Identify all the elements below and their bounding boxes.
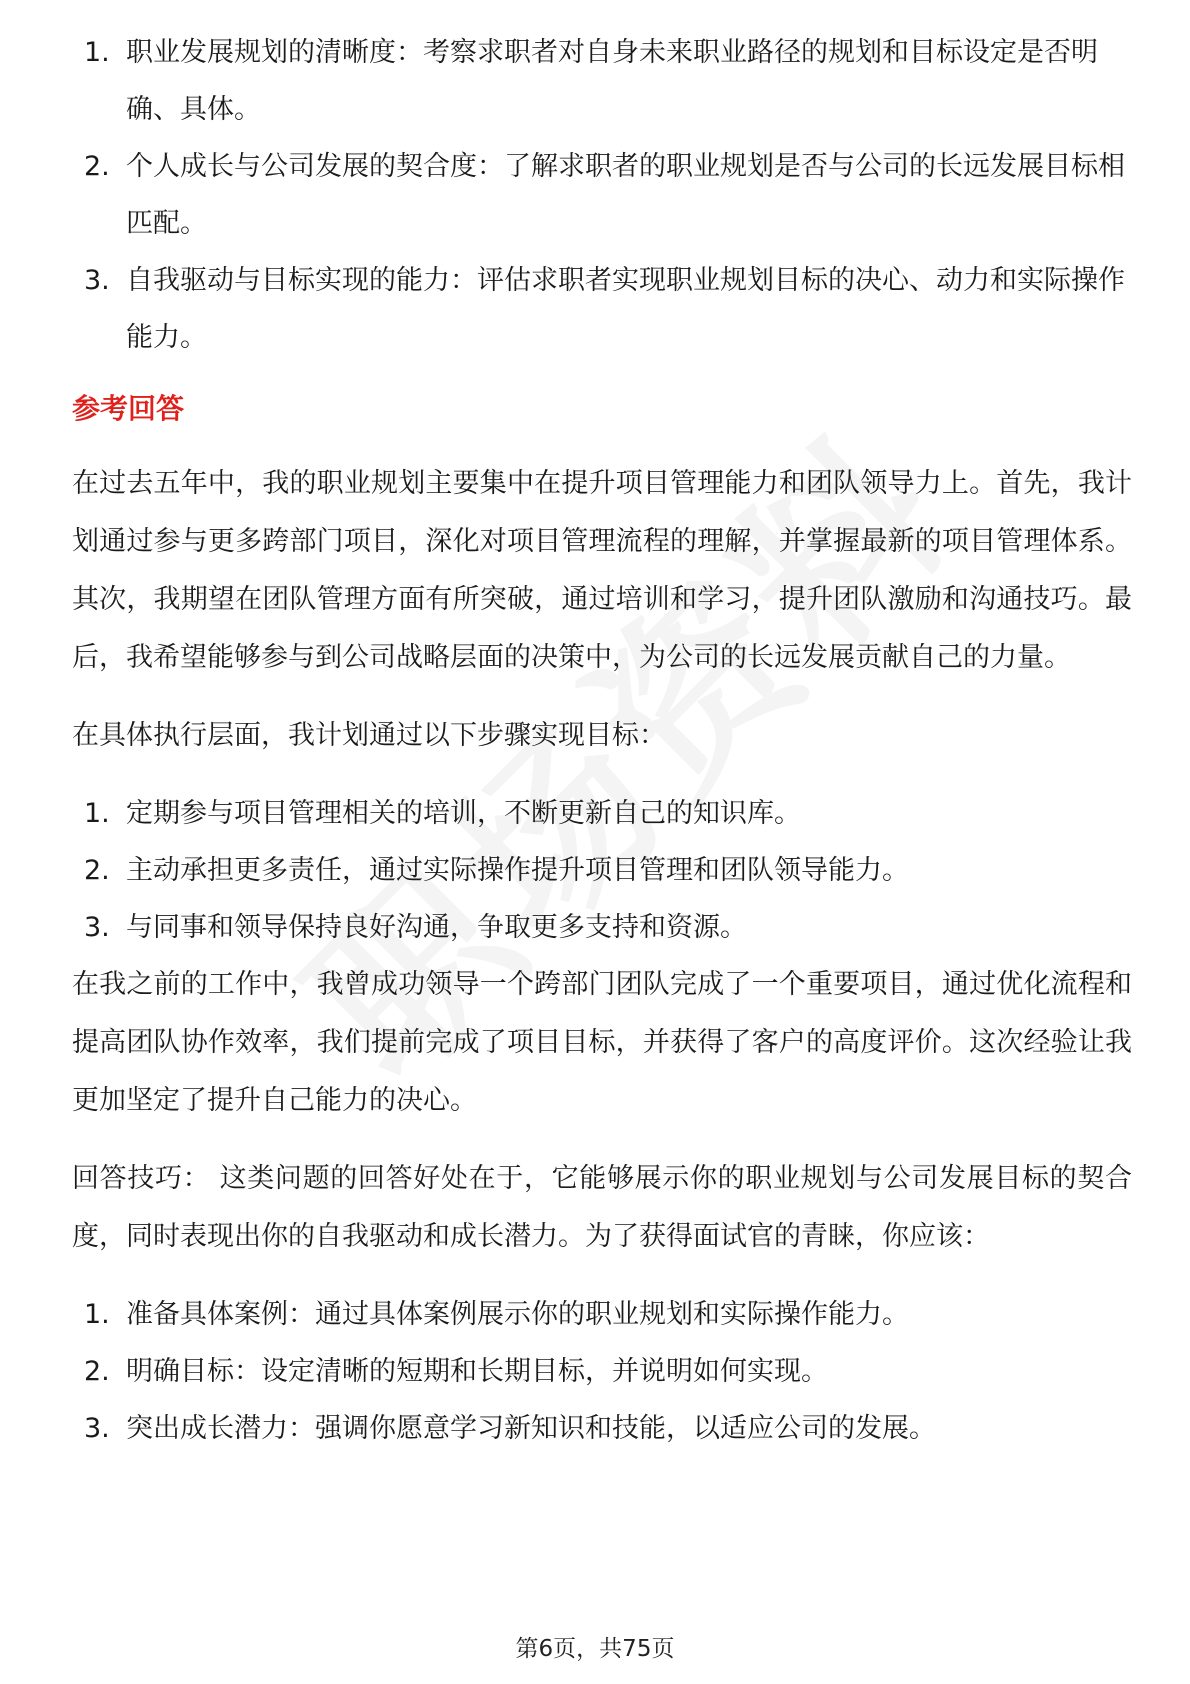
list-item-text: 职业发展规划的清晰度：考察求职者对自身未来职业路径的规划和目标设定是否明确、具体。 xyxy=(126,37,1098,125)
answer-paragraph-3: 在我之前的工作中，我曾成功领导一个跨部门团队完成了一个重要项目，通过优化流程和提高团队协作效率，我们提前完成了项目目标，并获得了客户的高度评价。这次经验让我更加坚定了提升自己能力的决心。 xyxy=(72,969,1132,1116)
list-item-text: 主动承担更多责任，通过实际操作提升项目管理和团队领导能力。 xyxy=(126,855,909,886)
criteria-list xyxy=(72,24,1132,366)
list-number: 2. xyxy=(84,151,110,182)
list-item xyxy=(72,1286,1132,1343)
page-content xyxy=(72,24,1132,1457)
list-item-text: 准备具体案例：通过具体案例展示你的职业规划和实际操作能力。 xyxy=(126,1299,909,1330)
list-number: 3. xyxy=(84,1413,110,1444)
answer-paragraph-2: 在具体执行层面，我计划通过以下步骤实现目标： xyxy=(72,720,666,751)
section-heading: 参考回答 xyxy=(72,392,185,425)
list-item-text: 突出成长潜力：强调你愿意学习新知识和技能，以适应公司的发展。 xyxy=(126,1413,936,1444)
page-footer: 第6页，共75页 xyxy=(515,1636,675,1662)
list-number: 3. xyxy=(84,265,110,296)
list-item xyxy=(72,138,1132,252)
list-item xyxy=(72,785,1132,842)
list-item xyxy=(72,1400,1132,1457)
answer-paragraph-1: 在过去五年中，我的职业规划主要集中在提升项目管理能力和团队领导力上。首先，我计划通过参与更多跨部门项目，深化对项目管理流程的理解，并掌握最新的项目管理体系。其次，我期望在团队管理方面有所突破，通过培训和学习，提升团队激励和沟通技巧。最后，我希望能够参与到公司战略层面的决策中，为公司的长远发展贡献自己的力量。 xyxy=(72,468,1132,673)
list-number: 2. xyxy=(84,1356,110,1387)
list-item xyxy=(72,24,1132,138)
list-item-text: 与同事和领导保持良好沟通，争取更多支持和资源。 xyxy=(126,912,747,943)
list-number: 1. xyxy=(84,37,110,68)
tips-paragraph: 回答技巧： 这类问题的回答好处在于，它能够展示你的职业规划与公司发展目标的契合度，同时表现出你的自我驱动和成长潜力。为了获得面试官的青睐，你应该： xyxy=(72,1163,1132,1252)
list-number: 2. xyxy=(84,855,110,886)
list-item xyxy=(72,842,1132,899)
tips-list xyxy=(72,1286,1132,1457)
list-number: 3. xyxy=(84,912,110,943)
list-number: 1. xyxy=(84,1299,110,1330)
list-item-text: 个人成长与公司发展的契合度：了解求职者的职业规划是否与公司的长远发展目标相匹配。 xyxy=(126,151,1125,239)
list-item-text: 明确目标：设定清晰的短期和长期目标，并说明如何实现。 xyxy=(126,1356,828,1387)
list-item-text: 自我驱动与目标实现的能力：评估求职者实现职业规划目标的决心、动力和实际操作能力。 xyxy=(126,265,1125,353)
list-item xyxy=(72,1343,1132,1400)
steps-list xyxy=(72,785,1132,956)
list-number: 1. xyxy=(84,798,110,829)
list-item xyxy=(72,252,1132,366)
list-item-text: 定期参与项目管理相关的培训，不断更新自己的知识库。 xyxy=(126,798,801,829)
list-item xyxy=(72,899,1132,956)
